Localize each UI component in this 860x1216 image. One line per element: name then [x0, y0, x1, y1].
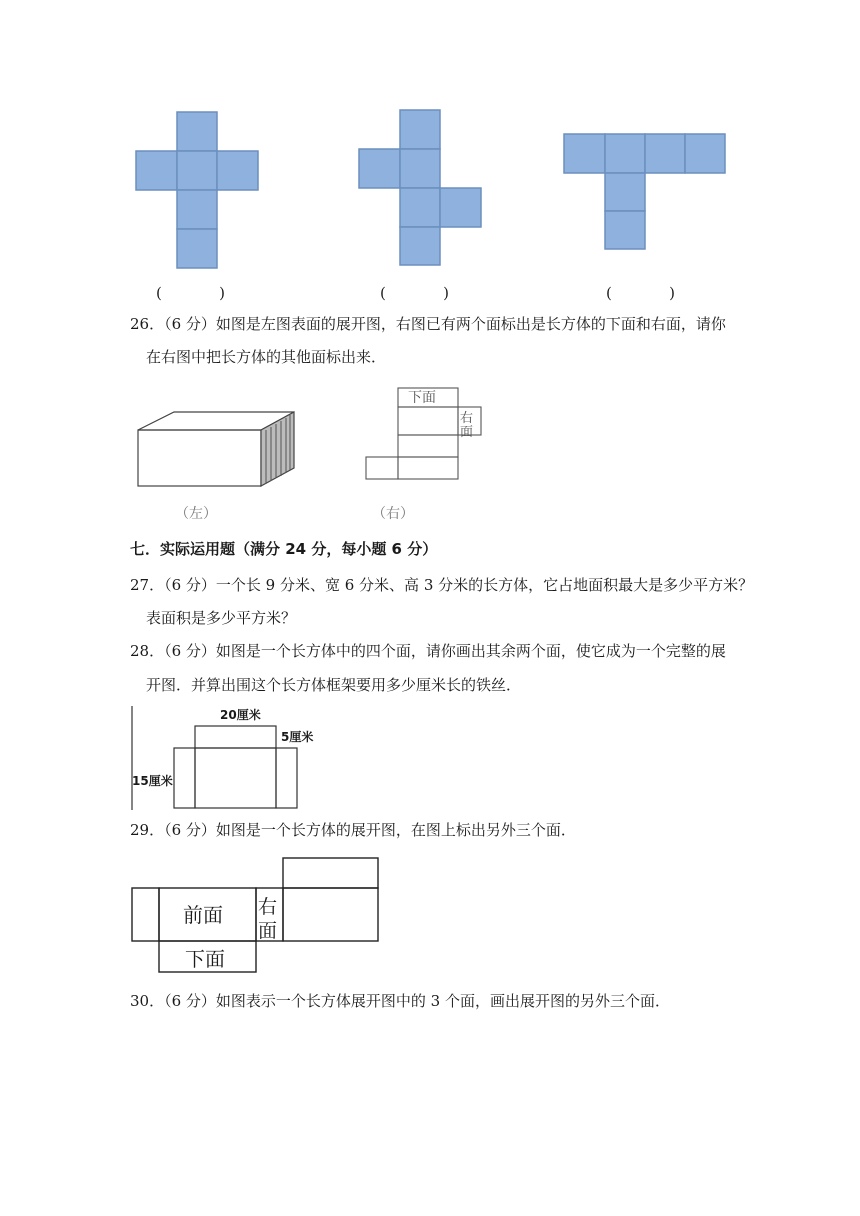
cube-net-t-figure	[560, 128, 730, 253]
answer-blank-net-2[interactable]: ( )	[380, 284, 449, 302]
cuboid-net-figure	[128, 854, 383, 976]
question-28-text-line2: 开图．并算出围这个长方体框架要用多少厘米长的铁丝．	[146, 676, 522, 694]
question-30-text-line1: 30．（6 分）如图表示一个长方体展开图中的 3 个面，画出展开图的另外三个面．	[130, 992, 670, 1010]
cuboid-3d-figure	[130, 408, 305, 493]
question-26-text-line1: 26．（6 分）如图是左图表面的展开图，右图已有两个面标出是长方体的下面和右面，请你	[130, 315, 726, 333]
face-label-right-bottom: 面	[258, 920, 278, 942]
question-29-text-line1: 29．（6 分）如图是一个长方体的展开图，在图上标出另外三个面．	[130, 821, 576, 839]
question-27-text-line1: 27．（6 分）一个长 9 分米、宽 6 分米、高 3 分米的长方体，它占地面积最大是多少平方米？	[130, 576, 754, 594]
cube-net-cross-figure	[130, 108, 265, 273]
answer-blank-net-3[interactable]: ( )	[606, 284, 675, 302]
figure-caption-left: （左）	[175, 506, 217, 522]
face-label-right-top: 右	[258, 896, 278, 918]
net-label-bottom-face: 下面	[408, 390, 436, 406]
face-label-front: 前面	[183, 903, 223, 927]
cube-net-offset-figure	[355, 106, 490, 271]
question-26-text-line2: 在右图中把长方体的其他面标出来．	[146, 348, 387, 366]
dimension-label-height: 15厘米	[132, 774, 173, 788]
question-28-text-line1: 28．（6 分）如图是一个长方体中的四个面，请你画出其余两个面，使它成为一个完整的展	[130, 642, 726, 660]
question-27-text-line2: 表面积是多少平方米？	[146, 609, 297, 627]
figure-caption-right: （右）	[372, 506, 414, 522]
answer-blank-net-1[interactable]: ( )	[156, 284, 225, 302]
dimension-label-length: 20厘米	[220, 708, 261, 722]
dimension-label-width: 5厘米	[281, 730, 314, 744]
net-label-right-face-bottom: 面	[460, 425, 474, 440]
net-label-right-face-top: 右	[460, 411, 474, 426]
section-7-heading: 七．实际运用题（满分 24 分，每小题 6 分）	[130, 540, 438, 558]
face-label-bottom: 下面	[185, 947, 225, 971]
